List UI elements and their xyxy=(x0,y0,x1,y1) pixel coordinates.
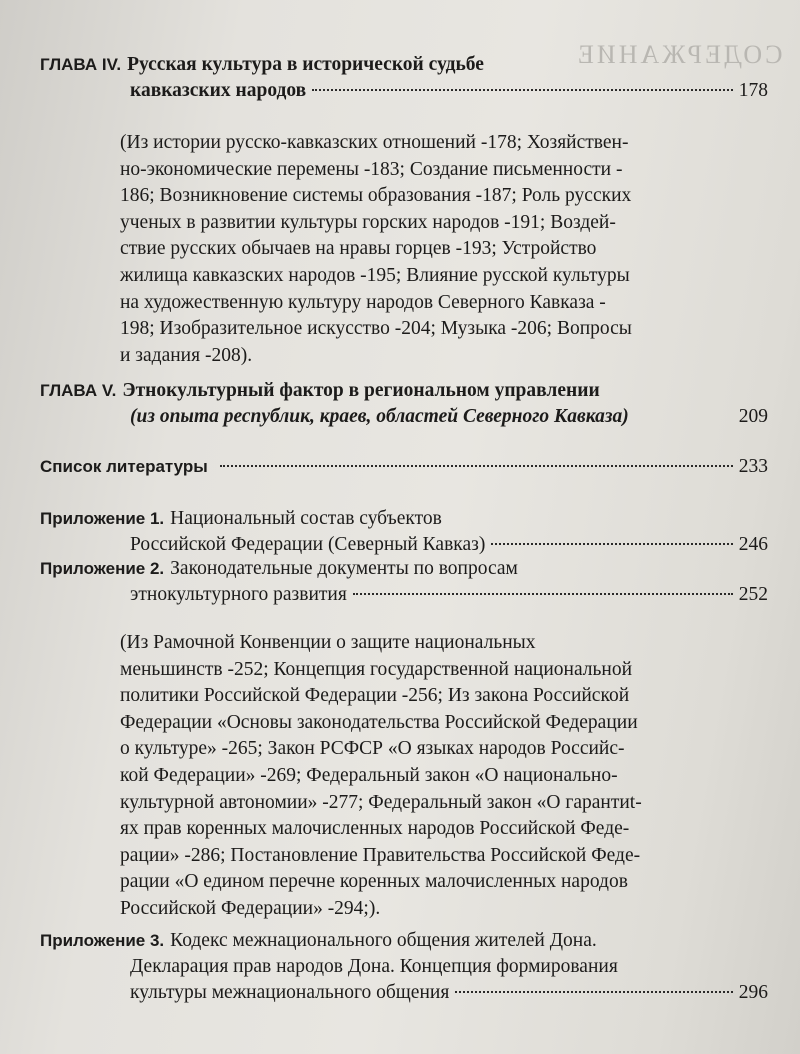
page-number: 209 xyxy=(738,406,768,427)
bibliography-label: Список литературы xyxy=(40,457,208,476)
appendix-title-cont: Декларация прав народов Дона. Концепция формирования xyxy=(130,956,618,977)
subitem-line: политики Российской Федерации -256; Из закона Российской xyxy=(120,685,630,707)
subitem-line: жилища кавказских народов -195; Влияние русской культуры xyxy=(120,264,630,286)
appendix-label: Приложение 2. xyxy=(40,559,165,578)
toc-entry-chapter-5 xyxy=(40,378,768,430)
page-number: 233 xyxy=(738,456,768,477)
subitem-line: рации «О едином перечне коренных малочисленных народов xyxy=(120,871,628,893)
subitem-line: и задания -208). xyxy=(120,344,253,366)
subitem-line: меньшинств -252; Концепция государственной национальной xyxy=(120,658,633,680)
toc-entry-appendix-2 xyxy=(40,556,768,608)
subitem-line: ях прав коренных малочисленных народов Российской Феде- xyxy=(120,818,630,840)
chapter-label: ГЛАВА V. xyxy=(40,381,117,400)
toc-entry-appendix-3 xyxy=(40,928,768,1006)
toc-entry-appendix-1 xyxy=(40,506,768,558)
chapter-4-subitems xyxy=(120,130,768,369)
subitem-line: 198; Изобразительное искусство -204; Музыка -206; Вопросы xyxy=(120,318,632,340)
appendix-label: Приложение 1. xyxy=(40,509,165,528)
subitem-line: но-экономические перемены -183; Создание письменности - xyxy=(120,158,623,180)
chapter-title: Этнокультурный фактор в региональном управлении xyxy=(122,380,600,401)
toc-entry-chapter-4 xyxy=(40,52,768,104)
leader-dots xyxy=(312,88,733,91)
page-number: 296 xyxy=(738,982,768,1003)
page-number: 178 xyxy=(738,80,768,101)
subitem-line: кой Федерации» -269; Федеральный закон «О национально- xyxy=(120,764,618,786)
chapter-subtitle: (из опыта республик, краев, областей Северного Кавказа) xyxy=(130,406,629,427)
subitem-line: Российской Федерации» -294;). xyxy=(120,897,381,919)
subitem-line: культурной автономии» -277; Федеральный закон «О гарантиt- xyxy=(120,791,642,813)
appendix-2-subitems xyxy=(120,630,768,923)
subitem-line: 186; Возникновение системы образования -187; Роль русских xyxy=(120,185,632,207)
appendix-title-cont: культуры межнационального общения xyxy=(130,982,450,1003)
appendix-title-cont: Российской Федерации (Северный Кавказ) xyxy=(130,534,486,555)
appendix-label: Приложение 3. xyxy=(40,931,165,950)
subitem-line: (Из Рамочной Конвенции о защите национальных xyxy=(120,632,536,653)
chapter-label: ГЛАВА IV. xyxy=(40,55,122,74)
chapter-title-cont: кавказских народов xyxy=(130,80,307,101)
chapter-title: Русская культура в исторической судьбе xyxy=(127,54,484,75)
subitem-line: ствие русских обычаев на нравы горцев -193; Устройство xyxy=(120,238,597,260)
leader-dots xyxy=(491,542,732,545)
appendix-title: Национальный состав субъектов xyxy=(170,508,442,529)
leader-dots xyxy=(353,592,733,595)
appendix-title: Законодательные документы по вопросам xyxy=(170,558,518,579)
page-number: 252 xyxy=(738,584,768,605)
appendix-title-cont: этнокультурного развития xyxy=(130,584,347,605)
subitem-line: ученых в развитии культуры горских народов -191; Воздей- xyxy=(120,211,616,233)
toc-entry-bibliography xyxy=(40,454,768,480)
subitem-line: на художественную культуру народов Северного Кавказа - xyxy=(120,291,606,313)
bleed-through-heading: СОДЕРЖАНИЕ xyxy=(574,40,782,69)
appendix-title: Кодекс межнационального общения жителей Дона. xyxy=(170,930,597,951)
subitem-line: Федерации «Основы законодательства Российской Федерации xyxy=(120,711,638,733)
leader-dots xyxy=(455,990,732,993)
subitem-line: о культуре» -265; Закон РСФСР «О языках народов Российс- xyxy=(120,738,625,760)
subitem-line: (Из истории русско-кавказских отношений -178; Хозяйствен- xyxy=(120,132,629,153)
leader-dots xyxy=(220,464,733,467)
subitem-line: рации» -286; Постановление Правительства Российской Феде- xyxy=(120,844,641,866)
page-number: 246 xyxy=(738,534,768,555)
